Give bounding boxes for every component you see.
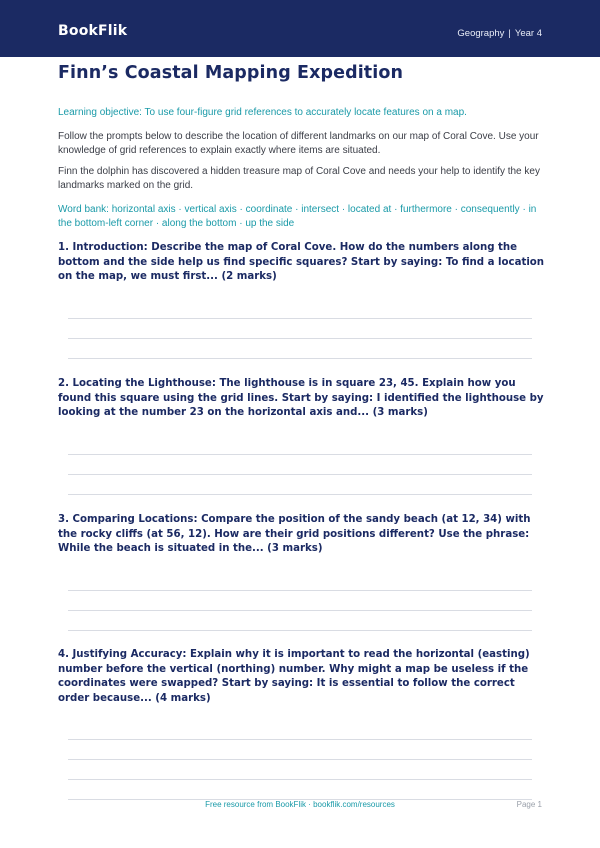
answer-line[interactable] [68, 474, 532, 475]
answer-line[interactable] [68, 590, 532, 591]
brand-logo: BookFlik [58, 23, 128, 39]
footer-resource-link[interactable]: Free resource from BookFlik · bookflik.com/resources [205, 800, 395, 809]
subject-label: Geography [457, 28, 505, 39]
word-bank: Word bank: horizontal axis · vertical axis · coordinate · intersect · located at · furthermore · consequently · in the bottom-left corner · along the bottom · up the side [58, 203, 537, 229]
year-label: Year 4 [514, 28, 542, 39]
meta-separator: | [508, 28, 511, 39]
answer-line[interactable] [68, 610, 532, 611]
page-footer [0, 800, 600, 814]
answer-line[interactable] [68, 630, 532, 631]
learning-objective: Learning objective: To use four-figure grid references to accurately locate features on a map. [58, 107, 467, 118]
question-3 [58, 513, 548, 557]
answer-line[interactable] [68, 779, 532, 780]
answer-line[interactable] [68, 759, 532, 760]
story-prompt: Finn the dolphin has discovered a hidden treasure map of Coral Cove and needs your help to identify the key landmarks marked on the grid. [58, 165, 540, 191]
subject-year [457, 28, 542, 39]
question-prompt: 2. Locating the Lighthouse: The lighthouse is in square 23, 45. Explain how you found this square using the grid lines. Start by saying: I identified the lighthouse by looking at the number 23 on the horizontal axis and... (3 marks) [58, 378, 544, 418]
answer-line[interactable] [68, 318, 532, 319]
answer-line[interactable] [68, 338, 532, 339]
question-4 [58, 648, 548, 706]
question-prompt: 4. Justifying Accuracy: Explain why it is important to read the horizontal (easting) number before the vertical (northing) number. Why might a map be useless if the coordinates were swapped? Start by saying: It is essential to follow the correct order because... (4 marks) [58, 649, 530, 704]
answer-line[interactable] [68, 739, 532, 740]
page-header [0, 0, 600, 57]
answer-line[interactable] [68, 494, 532, 495]
instructions: Follow the prompts below to describe the location of different landmarks on our map of Coral Cove. Use your knowledge of grid references to explain exactly where items are situated. [58, 130, 539, 156]
question-2 [58, 377, 548, 421]
answer-line[interactable] [68, 358, 532, 359]
page-title: Finn’s Coastal Mapping Expedition [58, 63, 404, 83]
question-1 [58, 241, 548, 285]
question-prompt: 3. Comparing Locations: Compare the position of the sandy beach (at 12, 34) with the rocky cliffs (at 56, 12). How are their grid positions different? Use the phrase: While the beach is situated in the... (3 marks) [58, 514, 531, 554]
page-number: Page 1 [516, 800, 542, 809]
question-prompt: 1. Introduction: Describe the map of Coral Cove. How do the numbers along the bottom and the side help us find specific squares? Start by saying: To find a location on the map, we must first... (2 marks) [58, 242, 545, 282]
answer-line[interactable] [68, 454, 532, 455]
worksheet-intro [58, 63, 542, 232]
